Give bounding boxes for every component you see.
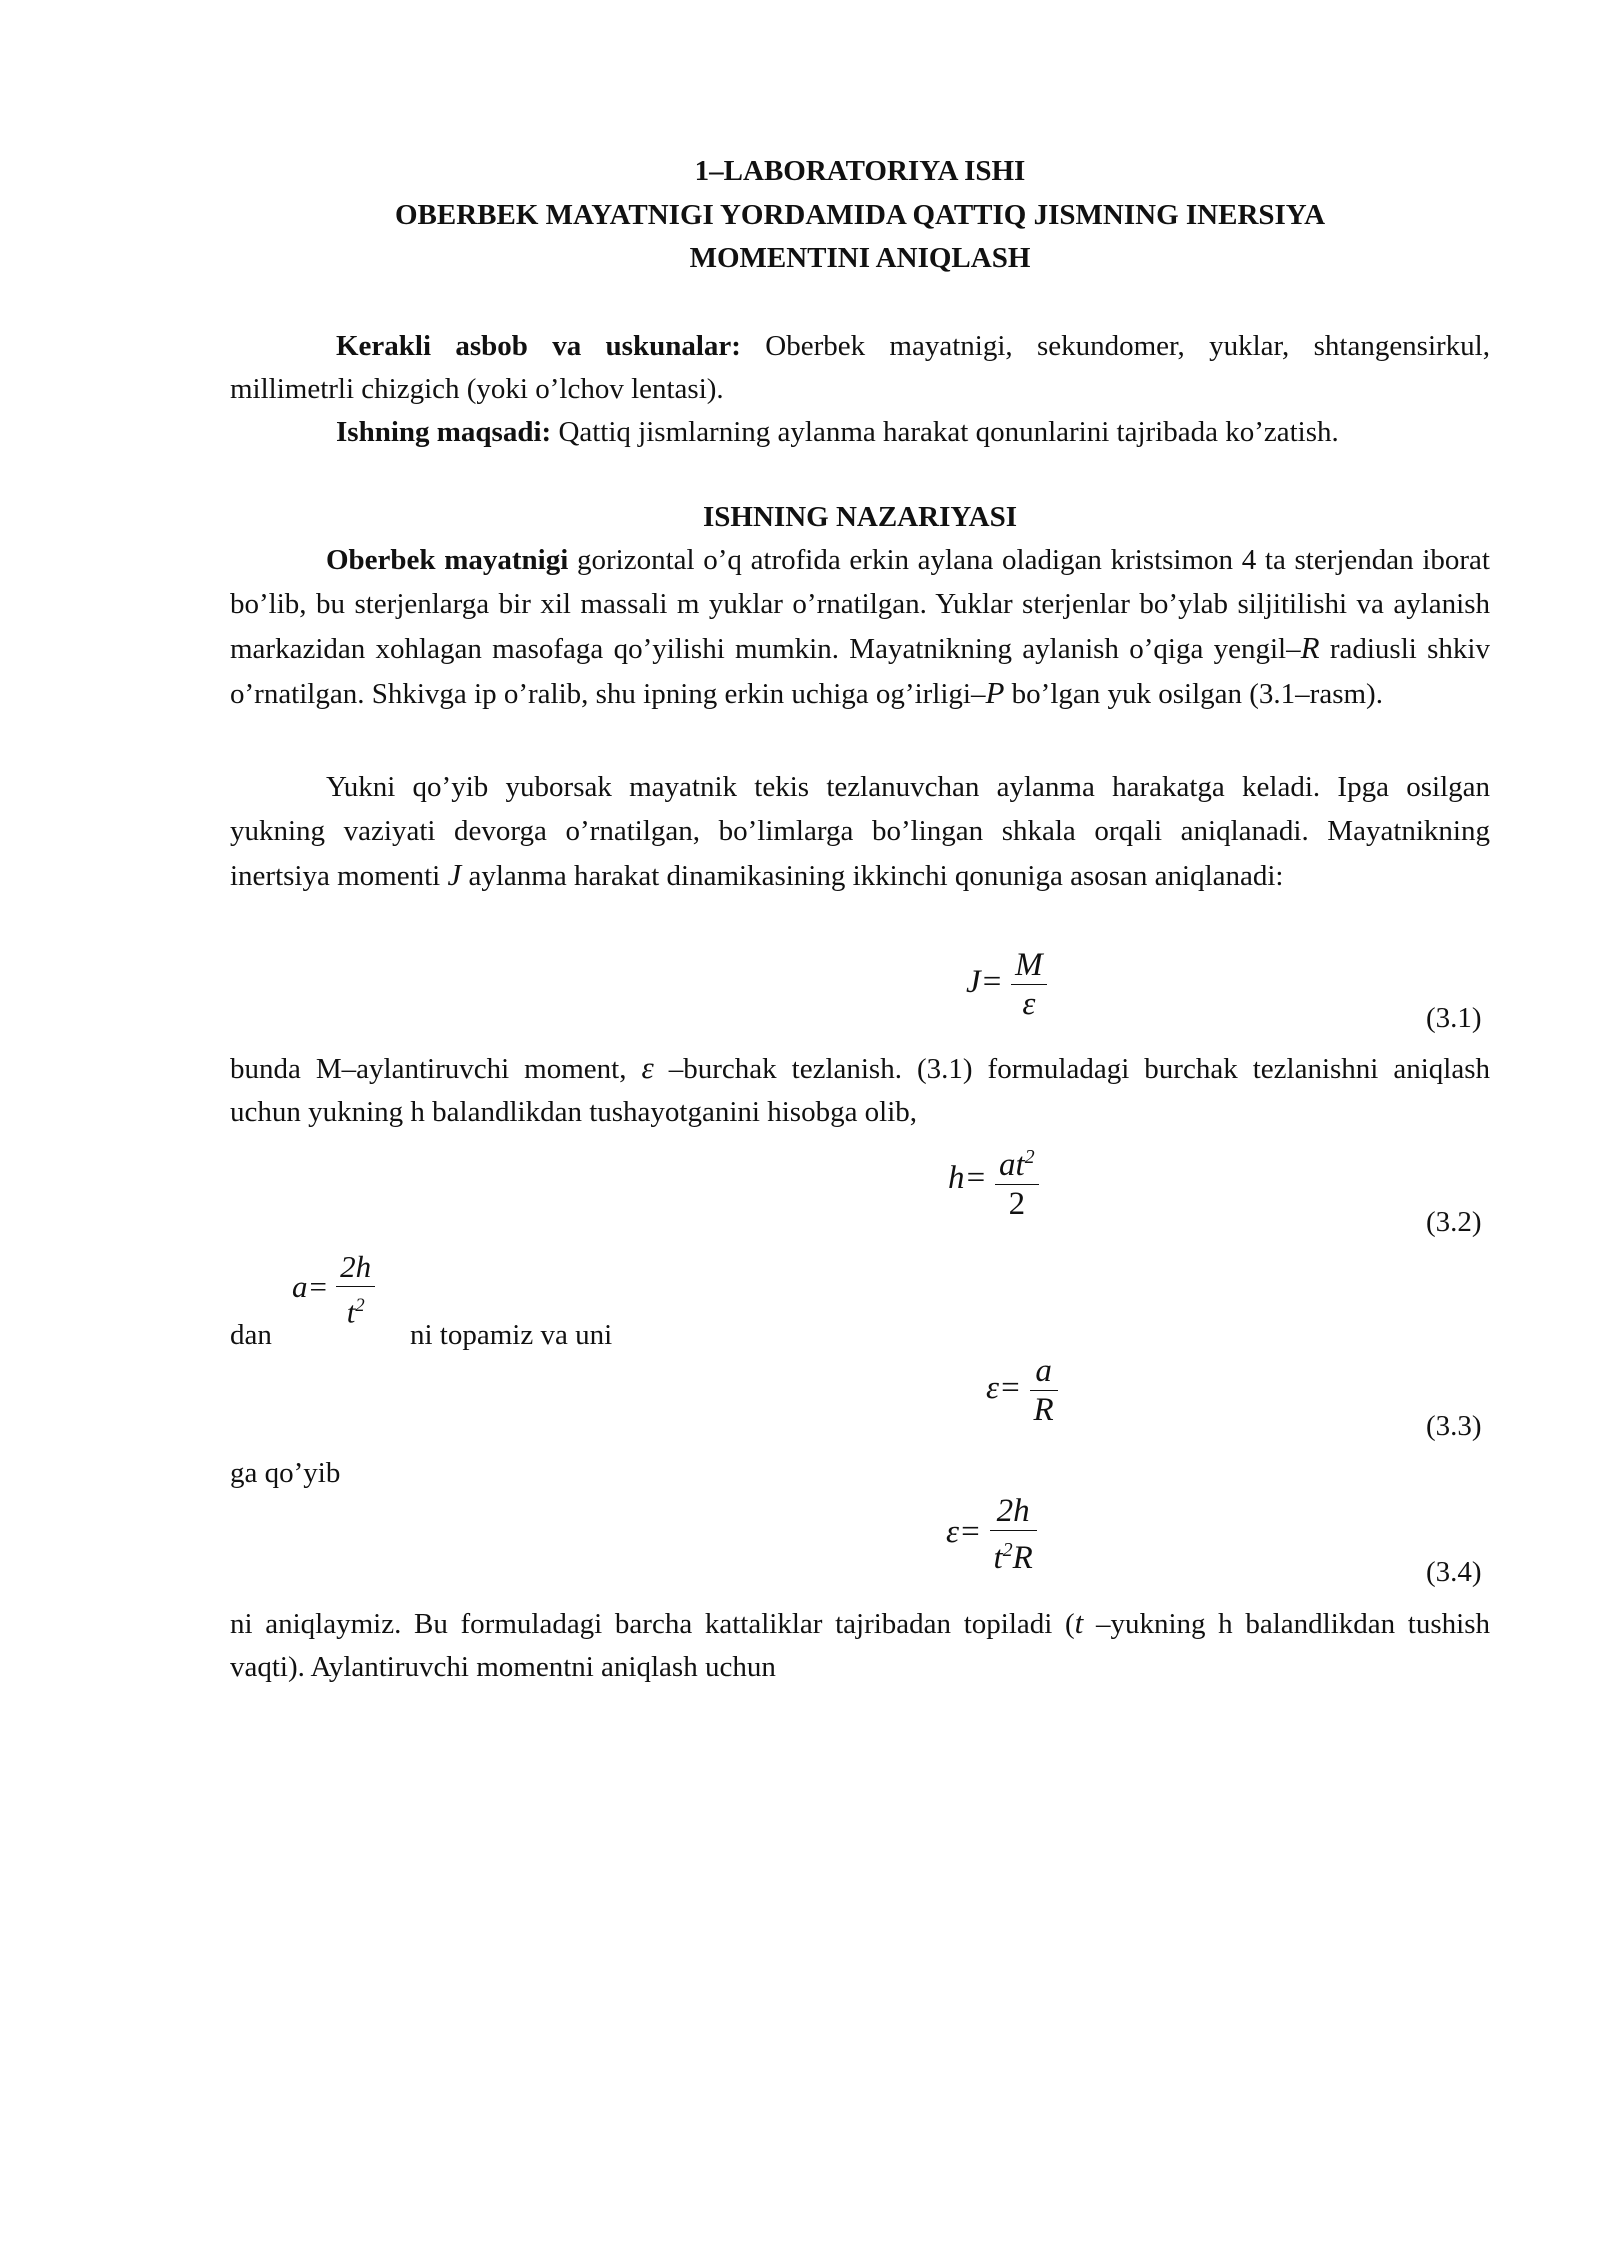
lab-title-line-1: OBERBEK MAYATNIGI YORDAMIDA QATTIQ JISMNING INERSIYA: [394, 199, 1326, 231]
para2-text-b: aylanma harakat dinamikasining ikkinchi qonuniga asosan aniqlanadi:: [461, 860, 1284, 892]
equation-number-3-3: (3.3): [1426, 1410, 1482, 1442]
symbol-epsilon: ε: [641, 1050, 654, 1085]
eq1-denominator: ε: [1022, 986, 1036, 1022]
goal-text: Qattiq jismlarning aylanma harakat qonunlarini tajribada ko’zatish.: [551, 416, 1339, 448]
equipment-label: Kerakli asbob va uskunalar:: [336, 330, 741, 362]
eq2-lhs: h=: [948, 1160, 987, 1197]
eq1-lhs: J=: [966, 964, 1003, 1001]
goal-label: Ishning maqsadi:: [336, 416, 552, 448]
accel-lhs: a=: [292, 1268, 329, 1304]
eq4-fraction: [990, 1492, 1037, 1577]
theory-heading: ISHNING NAZARIYASI: [703, 501, 1017, 533]
equation-number-3-1: (3.1): [1426, 1002, 1482, 1034]
equation-3-1: [966, 946, 1047, 1023]
para1-text-a: gorizontal o’q atrofida erkin aylana oladigan kristsimon 4 ta sterjendan iborat bo’lib, bu sterjenlarga bir xil massali m yuklar o’rnatilgan. Yuklar sterjenlar bo’ylab siljitilishi va aylanish markazidan xohlagan masofaga qo’yilishi mumkin. Mayatnikning aylanish o’qiga yengil–: [230, 544, 1490, 665]
lab-title-line-2: MOMENTINI ANIQLASH: [689, 242, 1031, 274]
lab-number-title: 1–LABORATORIYA ISHI: [694, 155, 1026, 187]
ga-line: ga qo’yib: [230, 1457, 341, 1489]
eq2-denominator: 2: [1008, 1186, 1026, 1222]
symbol-t: t: [1074, 1605, 1084, 1640]
symbol-p: P: [985, 675, 1005, 710]
equation-3-4: [946, 1492, 1037, 1577]
paragraph-pendulum-description: [230, 538, 1490, 716]
para1-text-b: radiusli shkiv o’rnatilgan. Shkivga ip o’ralib, shu ipning erkin uchiga og’irligi–: [230, 633, 1490, 710]
eq1-numerator: M: [1011, 946, 1047, 985]
eq4-den-t: t: [993, 1540, 1003, 1576]
para1-text-c: bo’lgan yuk osilgan (3.1–rasm).: [1004, 678, 1383, 710]
eq4-numerator: 2h: [990, 1492, 1037, 1531]
goal-line: [230, 411, 1490, 454]
eq2-fraction: [995, 1138, 1039, 1223]
paragraph-release-load: [230, 765, 1490, 898]
dan-prefix: dan: [230, 1319, 272, 1351]
equation-3-3: [986, 1352, 1058, 1429]
paragraph-torque: [230, 1046, 1490, 1134]
equation-3-2: [948, 1138, 1039, 1223]
accel-numerator: 2h: [336, 1248, 375, 1287]
eq3-numerator: a: [1030, 1352, 1058, 1391]
eq2-numerator: [995, 1138, 1039, 1185]
para3-text-a: bunda M–aylantiruvchi moment,: [230, 1053, 642, 1085]
eq2-num-base: at: [999, 1147, 1025, 1183]
dan-suffix: ni topamiz va uni: [410, 1319, 613, 1351]
equipment-line-2: millimetrli chizgich (yoki o’lchov lentasi).: [230, 373, 724, 405]
symbol-r: R: [1300, 630, 1320, 665]
paragraph-conclusion: [230, 1601, 1490, 1689]
eq4-den-r: R: [1012, 1540, 1033, 1576]
eq3-denominator: R: [1033, 1392, 1054, 1428]
equation-number-3-2: (3.2): [1426, 1206, 1482, 1238]
accel-den-sup: 2: [355, 1295, 365, 1316]
accel-den-base: t: [346, 1294, 356, 1330]
eq3-fraction: [1030, 1352, 1058, 1429]
equipment-text: Oberbek mayatnigi, sekundomer, yuklar, shtangensirkul,: [740, 330, 1490, 362]
equation-number-3-4: (3.4): [1426, 1556, 1482, 1588]
para3-text-b: –burchak tezlanish. (3.1) formuladagi burchak tezlanishni aniqlash uchun yukning h balandlikdan tushayotganini hisobga olib,: [230, 1053, 1490, 1128]
para2-text-a: Yukni qo’yib yuborsak mayatnik tekis tezlanuvchan aylanma harakatga keladi. Ipga osilgan yukning vaziyati devorga o’rnatilgan, bo’limlarga bo’lingan shkala orqali aniqlanadi. Mayatnikning inertsiya momenti: [230, 771, 1490, 892]
para4-text-a: ni aniqlaymiz. Bu formuladagi barcha kattaliklar tajribadan topiladi (: [230, 1608, 1075, 1640]
eq1-fraction: [1011, 946, 1047, 1023]
eq4-den-sup: 2: [1002, 1539, 1013, 1561]
eq4-denominator: [990, 1531, 1037, 1577]
eq4-lhs: ε=: [946, 1514, 982, 1551]
eq3-lhs: ε=: [986, 1370, 1022, 1407]
equation-acceleration: [292, 1248, 375, 1331]
para4-text-b: –yukning h balandlikdan tushish vaqti). Aylantiruvchi momentni aniqlash uchun: [230, 1608, 1490, 1683]
equipment-line: [230, 325, 1490, 368]
pendulum-term: Oberbek mayatnigi: [326, 544, 569, 576]
accel-denominator: [336, 1287, 375, 1331]
accel-fraction: [336, 1248, 375, 1331]
symbol-j: J: [447, 857, 462, 892]
eq2-num-sup: 2: [1024, 1146, 1035, 1168]
